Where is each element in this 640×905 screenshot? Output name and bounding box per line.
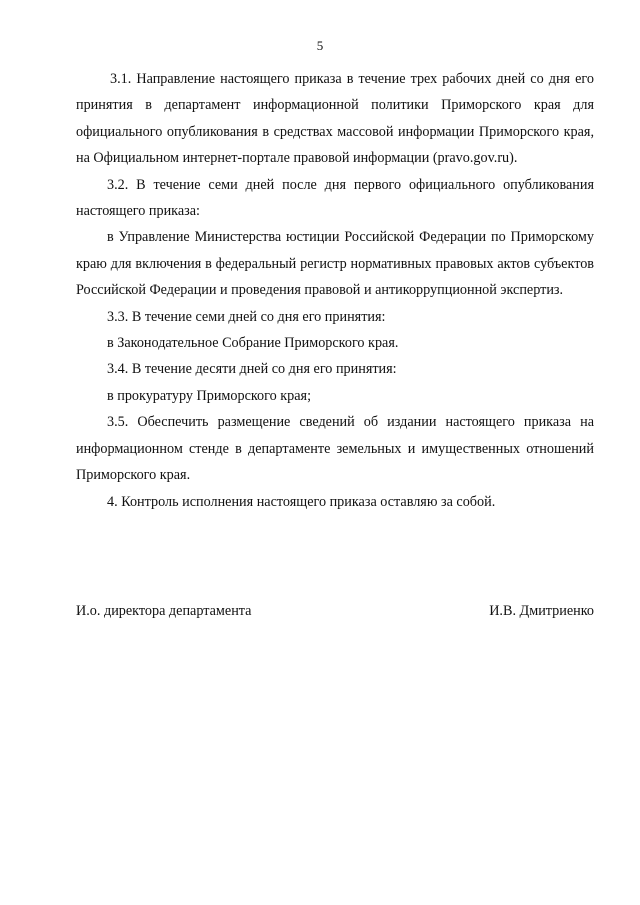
paragraph-3-5: 3.5. Обеспечить размещение сведений об издании настоящего приказа на информационном стенде в департаменте земельных и имущественных отношений Приморского края. [76,414,594,484]
document-body [76,66,594,515]
paragraph-3-1: 3.1. Направление настоящего приказа в течение трех рабочих дней со дня его принятия в департамент информационной политики Приморского края для официального опубликования в средствах массовой информации Приморского края, на Официальном интернет-портале правовой информации (pravo.gov.ru). [76,71,594,167]
paragraph-3-2: 3.2. В течение семи дней после дня первого официального опубликования настоящего приказа: [76,176,594,220]
signatory-name: И.В. Дмитриенко [489,603,594,619]
paragraph-4: 4. Контроль исполнения настоящего приказа оставляю за собой. [107,493,496,510]
paragraph-3-3-recipient: в Законодательное Собрание Приморского края. [107,335,399,352]
paragraph-3-4: 3.4. В течение десяти дней со дня его принятия: [107,361,397,378]
paragraph-3-2-recipient: в Управление Министерства юстиции Российской Федерации по Приморскому краю для включения в федеральный регистр нормативных правовых актов субъектов Российской Федерации и проведения правовой и антикоррупционной экспертиз. [76,229,594,299]
signature-block [76,598,594,624]
paragraph-3-3: 3.3. В течение семи дней со дня его принятия: [107,308,386,325]
signatory-position: И.о. директора департамента [76,603,252,619]
page-number: 5 [316,38,324,53]
paragraph-3-4-recipient: в прокуратуру Приморского края; [107,387,312,404]
